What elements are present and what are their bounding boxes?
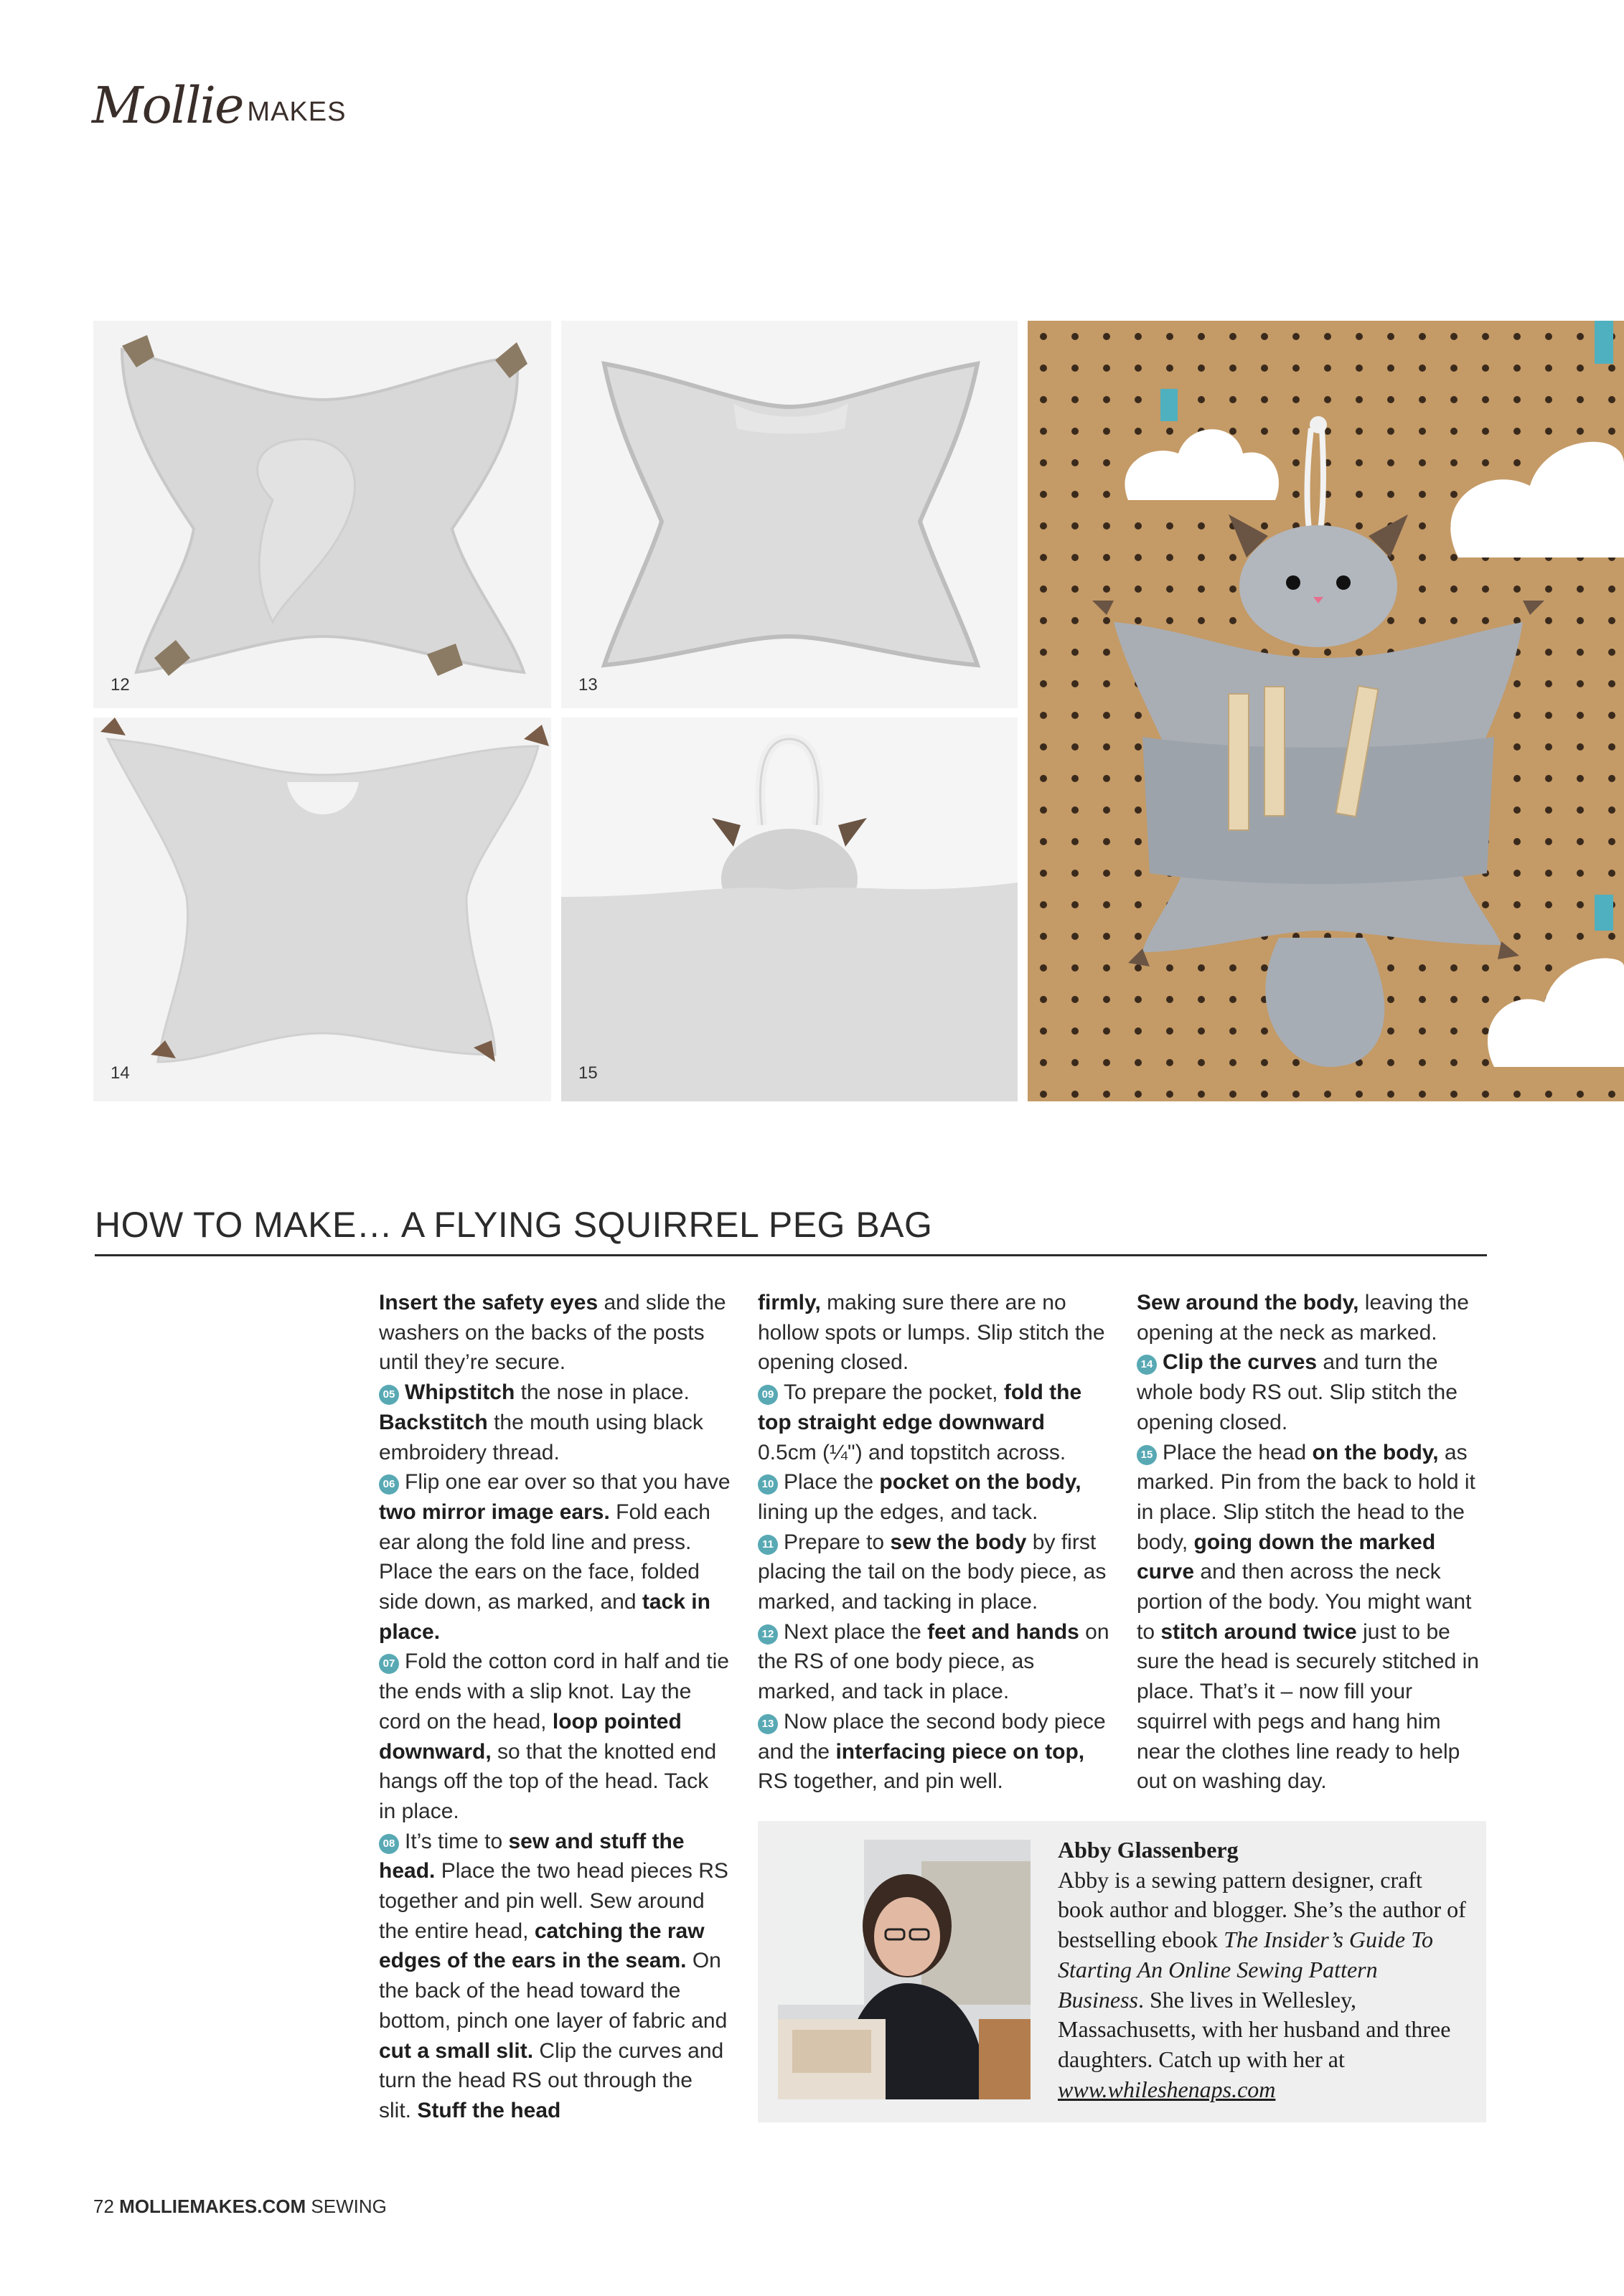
- instruction-continuation: [379, 1288, 731, 1378]
- author-bio-text: [1058, 1835, 1467, 2104]
- step-photo-13: [561, 321, 1018, 708]
- instruction-emphasis: tack in place.: [379, 1590, 710, 1644]
- instruction-emphasis: Clip the curves: [1163, 1350, 1318, 1375]
- pegboard-scene: [1028, 321, 1624, 1101]
- fleece-body-with-tail: [93, 321, 551, 708]
- brand-makes: MAKES: [247, 97, 347, 127]
- step-number-badge: 09: [758, 1385, 778, 1405]
- photo-label: 14: [111, 1063, 130, 1083]
- instruction-emphasis: feet and hands: [927, 1619, 1079, 1644]
- instruction-step-07: [379, 1647, 731, 1826]
- step-number-badge: 12: [758, 1624, 778, 1645]
- author-bio-box: [758, 1821, 1486, 2122]
- instruction-text: On the back of the head toward the bottom, pinch one layer of fabric and: [379, 1949, 728, 2033]
- instructions-column-3: [1137, 1288, 1488, 1797]
- instruction-emphasis: Whipstitch: [405, 1380, 515, 1405]
- photo-label: 13: [578, 675, 598, 695]
- instruction-text: just to be sure the head is securely stitched in place. That’s it – now fill your squirrel with pegs and hang him near the clothes line ready to help out on washing day.: [1137, 1619, 1479, 1794]
- instruction-text: Fold each ear along the fold line and press. Place the ears on the face, folded side down, as marked, and: [379, 1500, 710, 1614]
- instructions-column-1: [379, 1288, 731, 2126]
- instruction-text: as marked. Pin from the back to hold it in place. Slip stitch the head to the body,: [1137, 1440, 1475, 1554]
- photo-label: 12: [111, 675, 130, 695]
- instruction-emphasis: loop pointed downward,: [379, 1709, 682, 1764]
- photo-label: 15: [578, 1063, 598, 1083]
- brand-logo: [92, 77, 346, 135]
- portrait-illustration: [778, 1840, 1031, 2099]
- instruction-emphasis: catching the raw edges of the ears in the seam.: [379, 1919, 705, 1973]
- bio-book-title: The Insider’s Guide To Starting An Online Sewing Pattern Business: [1058, 1926, 1433, 2013]
- instruction-text: the mouth using black embroidery thread.: [379, 1410, 703, 1464]
- author-website-link[interactable]: www.whileshenaps.com: [1058, 2076, 1276, 2102]
- instruction-text: the nose in place.: [515, 1380, 690, 1405]
- instruction-text: by first placing the tail on the body piece, as marked, and tacking in place.: [758, 1530, 1107, 1614]
- instruction-text: Place the two head pieces RS together and pin well. Sew around the entire head,: [379, 1859, 728, 1943]
- step-photo-15: [561, 718, 1018, 1101]
- instruction-emphasis: stitch around twice: [1160, 1619, 1357, 1644]
- instruction-step-05: [379, 1378, 731, 1467]
- instruction-emphasis: fold the top straight edge downward: [758, 1380, 1082, 1434]
- instruction-emphasis: Sew around the body,: [1137, 1291, 1359, 1314]
- instruction-text: Clip the curves and turn the head RS out through the slit.: [379, 2038, 724, 2122]
- step-number-badge: 10: [758, 1474, 778, 1495]
- instruction-emphasis: on the body,: [1312, 1440, 1439, 1464]
- fleece-body-turned-out: [93, 718, 551, 1101]
- instruction-text: Place the: [784, 1470, 880, 1495]
- step-photo-12: [93, 321, 551, 708]
- step-number-badge: 13: [758, 1714, 778, 1734]
- instruction-text: so that the knotted end hangs off the top of the head. Tack in place.: [379, 1739, 717, 1823]
- step-number-badge: 11: [758, 1535, 778, 1555]
- instruction-text: Flip one ear over so that you have: [405, 1470, 731, 1495]
- bio-text-1: Abby is a sewing pattern designer, craft book author and blogger. She’s the author of bestselling ebook: [1058, 1866, 1466, 1953]
- instruction-text: lining up the edges, and tack.: [758, 1500, 1038, 1524]
- instruction-text: and slide the washers on the backs of the posts until they’re secure.: [379, 1291, 726, 1375]
- fleece-head-with-loop: [561, 718, 1018, 1101]
- instruction-text: on the RS of one body piece, as marked, and tack in place.: [758, 1619, 1109, 1704]
- instruction-step-10: [758, 1467, 1109, 1527]
- instruction-emphasis: Backstitch: [379, 1410, 488, 1434]
- instruction-text: Place the head: [1163, 1440, 1313, 1464]
- instruction-text: leaving the opening at the neck as marked.: [1137, 1291, 1469, 1345]
- instruction-step-11: [758, 1528, 1109, 1617]
- instruction-step-14: [1137, 1347, 1488, 1437]
- instruction-continuation: [758, 1288, 1109, 1378]
- instruction-text: and then across the neck portion of the body. You might want to: [1137, 1560, 1472, 1644]
- page-title: HOW TO MAKE… A FLYING SQUIRREL PEG BAG: [95, 1204, 1487, 1256]
- instruction-step-15: [1137, 1438, 1488, 1797]
- instruction-emphasis: going down the marked curve: [1137, 1530, 1436, 1584]
- instruction-text: Fold the cotton cord in half and tie the ends with a slip knot. Lay the cord on the head,: [379, 1650, 729, 1733]
- step-number-badge: 15: [1137, 1445, 1157, 1465]
- step-number-badge: 05: [379, 1385, 399, 1405]
- instruction-text: 0.5cm (¼") and topstitch across.: [758, 1440, 1066, 1464]
- page-footer: [93, 2196, 387, 2218]
- brand-script: Mollie: [92, 76, 243, 135]
- author-portrait: [778, 1840, 1031, 2099]
- fleece-body-inside-out: [561, 321, 1018, 708]
- step-number-badge: 07: [379, 1654, 399, 1674]
- finished-squirrel-photo: [1028, 321, 1624, 1101]
- instruction-emphasis: Stuff the head: [417, 2098, 561, 2122]
- instruction-emphasis: two mirror image ears.: [379, 1500, 610, 1524]
- instruction-text: To prepare the pocket,: [784, 1380, 1004, 1405]
- page-number: 72: [93, 2196, 114, 2217]
- instruction-emphasis: interfacing piece on top,: [835, 1739, 1085, 1764]
- instruction-emphasis: sew and stuff the head.: [379, 1829, 685, 1883]
- instruction-text: Now place the second body piece and the: [758, 1709, 1106, 1764]
- footer-section: SEWING: [311, 2196, 387, 2217]
- instruction-text: and turn the whole body RS out. Slip stitch the opening closed.: [1137, 1350, 1458, 1434]
- instruction-step-06: [379, 1467, 731, 1647]
- instruction-emphasis: pocket on the body,: [879, 1470, 1081, 1495]
- instruction-text: making sure there are no hollow spots or lumps. Slip stitch the opening closed.: [758, 1291, 1105, 1375]
- instruction-emphasis: cut a small slit.: [379, 2038, 534, 2063]
- instruction-text: RS together, and pin well.: [758, 1769, 1003, 1794]
- instruction-continuation: [1137, 1288, 1488, 1347]
- step-number-badge: 06: [379, 1474, 399, 1495]
- instructions-column-2: [758, 1288, 1109, 1797]
- author-name: Abby Glassenberg: [1058, 1837, 1239, 1863]
- instruction-emphasis: firmly,: [758, 1291, 821, 1314]
- instruction-emphasis: Insert the safety eyes: [379, 1291, 599, 1314]
- instruction-step-08: [379, 1827, 731, 2126]
- instruction-text: Next place the: [784, 1619, 928, 1644]
- instruction-step-13: [758, 1707, 1109, 1797]
- step-number-badge: 14: [1137, 1355, 1157, 1375]
- footer-site[interactable]: MOLLIEMAKES.COM: [119, 2196, 306, 2217]
- bio-text-2: . She lives in Wellesley, Massachusetts, with her husband and three daughters. Catch up with her at: [1058, 1986, 1451, 2072]
- step-photo-14: [93, 718, 551, 1101]
- instruction-text: It’s time to: [405, 1829, 509, 1853]
- instruction-emphasis: sew the body: [890, 1530, 1027, 1554]
- instruction-text: Prepare to: [784, 1530, 891, 1554]
- instruction-step-09: [758, 1378, 1109, 1467]
- step-number-badge: 08: [379, 1834, 399, 1854]
- instruction-step-12: [758, 1617, 1109, 1707]
